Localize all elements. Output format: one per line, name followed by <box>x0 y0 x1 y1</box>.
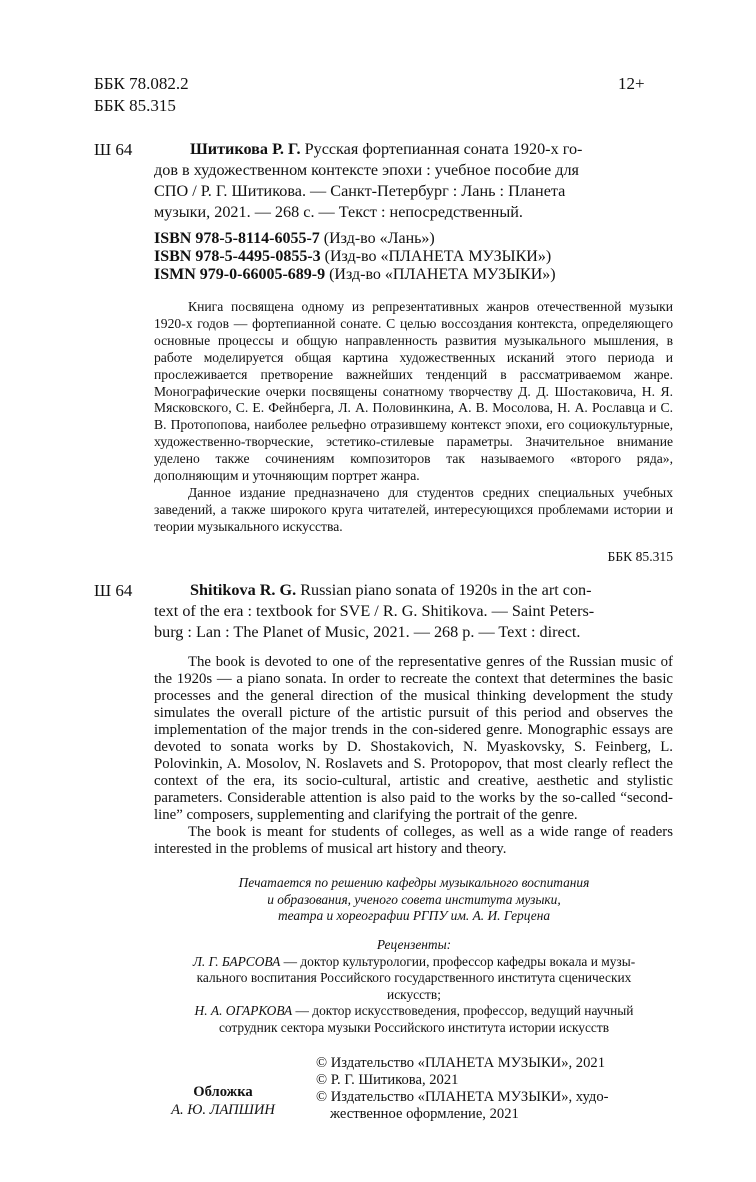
catalog-title-en: Russian piano sonata of 1920s in the art con- <box>296 581 592 599</box>
reviewer-2-name: Н. А. ОГАРКОВА <box>194 1003 293 1019</box>
approval-statement <box>154 875 674 925</box>
catalog-index-en: Ш 64 <box>94 581 133 600</box>
age-rating: 12+ <box>618 74 645 93</box>
reviewer-1 <box>154 954 674 1004</box>
catalog-author-en: Shitikova R. G. <box>190 581 297 599</box>
abstract-en-paragraph-1: The book is devoted to one of the representative genres of the Russian music of the 1920s — a piano sonata. In order to recreate the context that determines the basic processes and the general direction of the musical thinking development the study simulates the overall picture of the artistic pursuit of this period and observes the implementation of the major trends in the con-sidered genre. Monographic essays are devoted to sonata works by D. Shostakovich, N. Myaskovsky, S. Feinberg, L. Polovinkin, A. Mosolov, N. Roslavets and S. Protopopov, that most clearly reflect the context of the era, its socio-cultural, artistic and creative, aesthetic and stylistic parameters. Considerable attention is also paid to the works by the so-called “second-line” composers, supplementing and clarifying the portrait of the genre. <box>154 654 673 823</box>
copyright-3-line-1: © Издательство «ПЛАНЕТА МУЗЫКИ», худо- <box>316 1089 609 1105</box>
copyrights <box>316 1055 676 1123</box>
reviewer-1-line-3: искусств; <box>387 986 441 1002</box>
catalog-line-2-ru: дов в художественном контексте эпохи : учебное пособие для <box>154 161 579 179</box>
isbn-publisher-2: (Изд-во «ПЛАНЕТА МУЗЫКИ») <box>320 248 552 265</box>
reviewer-2 <box>154 1003 674 1036</box>
cover-artist: А. Ю. ЛАПШИН <box>171 1102 275 1118</box>
reviewers-title: Рецензенты: <box>376 937 452 952</box>
isbn-publisher-1: (Изд-во «Лань») <box>319 230 435 247</box>
approval-line-1: Печатается по решению кафедры музыкального воспитания <box>238 875 590 890</box>
reviewer-2-line-2: сотрудник сектора музыки Российского института истории искусств <box>218 1019 610 1035</box>
abstract-en <box>154 654 673 858</box>
bbk-bottom-ru: ББК 85.315 <box>607 549 673 564</box>
reviewer-1-name: Л. Г. БАРСОВА <box>192 953 281 969</box>
copyright-1: © Издательство «ПЛАНЕТА МУЗЫКИ», 2021 <box>316 1055 605 1071</box>
isbn-line-2 <box>154 248 551 267</box>
ismn-line <box>154 266 556 285</box>
catalog-entry-ru <box>190 139 660 160</box>
isbn-code-2: ISBN 978-5-4495-0855-3 <box>154 248 321 265</box>
bbk-code-1: ББК 78.082.2 <box>94 74 189 93</box>
bbk-code-2: ББК 85.315 <box>94 96 176 115</box>
abstract-ru <box>154 299 673 536</box>
approval-line-3: театра и хореографии РГПУ им. А. И. Герцена <box>277 908 551 924</box>
abstract-en-paragraph-2: The book is meant for students of colleges, as well as a wide range of readers interested in the problems of musical art history and theory. <box>154 824 673 857</box>
cover-label: Обложка <box>193 1084 253 1100</box>
catalog-index-ru: Ш 64 <box>94 140 133 159</box>
reviewer-1-line-1: — доктор культурологии, профессор кафедры вокала и музы- <box>280 953 636 969</box>
catalog-author-ru: Шитикова Р. Г. <box>190 140 301 158</box>
ismn-code: ISMN 979-0-66005-689-9 <box>154 266 326 283</box>
abstract-ru-paragraph-1: Книга посвящена одному из репрезентативных жанров отечественной музыки 1920-х годов — фортепианной сонате. С целью воссоздания контекста, определяющего основные процессы и общую направленность развития музыкального мышления, в работе моделируется общая картина художественных исканий этого периода и прослеживается претворение важнейших тенденций в рассматриваемом жанре. Монографические очерки посвящены сонатному творчеству Д. Д. Шостаковича, Н. Я. Мясковского, С. Е. Фейнберга, Л. А. Половинкина, А. В. Мосолова, Н. А. Рославца и С. В. Протопопова, наиболее рельефно отразившему контекст эпохи, его социокультурные, художественно-творческие, эстетико-стилевые параметры. Значительное внимание уделено также сочинениям композиторов так называемого «второго ряда», дополняющим и уточняющим портрет жанра. <box>154 299 673 484</box>
ismn-publisher: (Изд-во «ПЛАНЕТА МУЗЫКИ») <box>325 266 556 283</box>
approval-line-2: и образования, ученого совета института музыки, <box>267 891 561 907</box>
catalog-line-2-en: text of the era : textbook for SVE / R. G. Shitikova. — Saint Peters- <box>154 602 595 620</box>
copyright-2: © Р. Г. Шитикова, 2021 <box>316 1072 459 1088</box>
reviewers <box>154 937 674 1037</box>
reviewer-2-line-1: — доктор искусствоведения, профессор, ведущий научный <box>292 1003 634 1019</box>
reviewer-1-line-2: кального воспитания Российского государственного института сценических <box>196 970 632 986</box>
abstract-ru-paragraph-2: Данное издание предназначено для студентов средних специальных учебных заведений, а также широкого круга читателей, интересующихся проблемами истории и теории музыкального искусства. <box>154 484 673 534</box>
copyright-3-line-2: жественное оформление, 2021 <box>330 1106 519 1122</box>
isbn-line-1 <box>154 230 435 249</box>
catalog-line-3-ru: СПО / Р. Г. Шитикова. — Санкт-Петербург : Лань : Планета <box>154 182 566 200</box>
catalog-line-4-ru: музыки, 2021. — 268 с. — Текст : непосредственный. <box>154 203 523 221</box>
catalog-line-3-en: burg : Lan : The Planet of Music, 2021. — 268 p. — Text : direct. <box>154 623 581 641</box>
isbn-code-1: ISBN 978-5-8114-6055-7 <box>154 230 320 247</box>
catalog-entry-en <box>190 580 674 601</box>
catalog-title-ru: Русская фортепианная соната 1920-х го- <box>300 140 583 158</box>
